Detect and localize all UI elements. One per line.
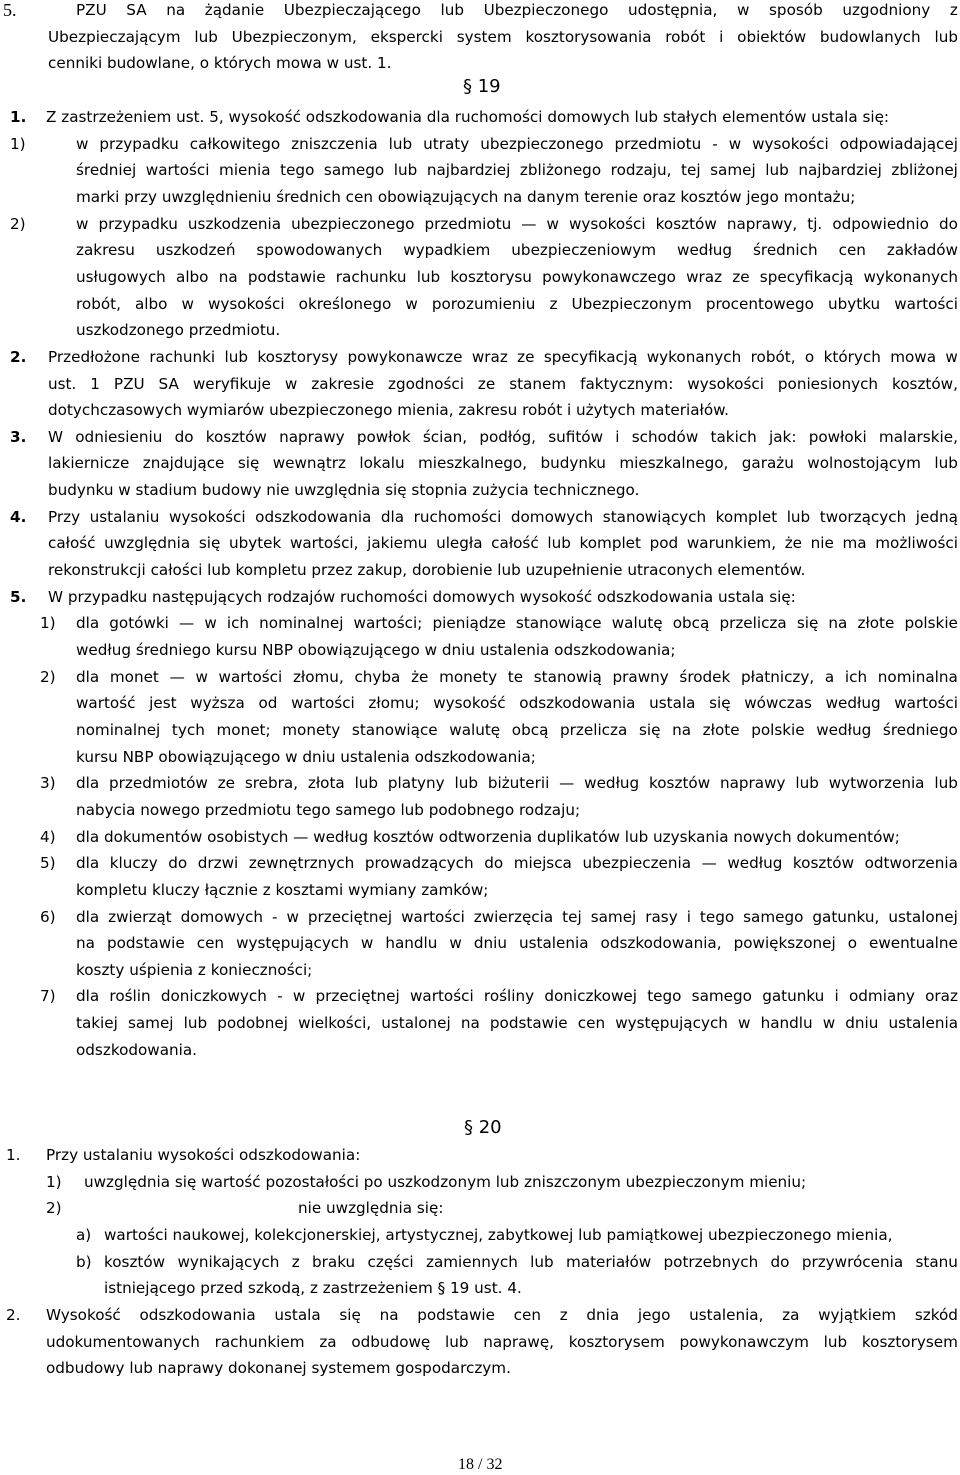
list-item-line: takiej samej lub podobnej wielkości, ustalonej na podstawie cen występujących w handlu w dniu ustalenia xyxy=(76,1014,958,1033)
list-item-line: dla przedmiotów ze srebra, złota lub platyny lub biżuterii — według kosztów naprawy lub wytworzenia lub xyxy=(76,774,958,793)
paragraph-number: 3. xyxy=(10,427,27,446)
list-item-line: kompletu kluczy łącznie z kosztami wymiany zamków; xyxy=(76,880,489,899)
list-number: 2) xyxy=(40,667,56,686)
list-letter: b) xyxy=(76,1252,92,1271)
paragraph-line: rekonstrukcji całości lub kompletu przez zakup, dorobienie lub uzupełnienie utraconych elementów. xyxy=(48,561,806,580)
list-item-line: kosztów wynikających z braku części zamiennych lub materiałów potrzebnych do przywrócenia stanu xyxy=(104,1252,958,1271)
list-item-line: dla monet — w wartości złomu, chyba że monety te stanowią prawny środek płatniczy, a ich nominalna xyxy=(76,667,958,686)
item-number: 5. xyxy=(3,0,17,20)
paragraph-line: PZU SA na żądanie Ubezpieczającego lub Ubezpieczonego udostępnia, w sposób uzgodniony z xyxy=(76,1,958,19)
paragraph-number: 1. xyxy=(6,1146,21,1164)
list-number: 1) xyxy=(46,1172,62,1191)
paragraph-number: 1. xyxy=(10,108,27,126)
list-item-line: dla gotówki — w ich nominalnej wartości; pieniądze stanowiące walutę obcą przelicza się na złote polskie xyxy=(76,614,958,633)
list-number: 3) xyxy=(40,774,56,793)
paragraph-line: Przy ustalaniu wysokości odszkodowania: xyxy=(46,1146,361,1164)
paragraph-line: budynku w stadium budowy nie uwzględnia się stopnia zużycia technicznego. xyxy=(48,481,640,500)
list-item-line: dla zwierząt domowych - w przeciętnej wartości zwierzęcia tej samej rasy i tego samego gatunku, ustalonej xyxy=(76,907,958,926)
list-item-line: odszkodowania. xyxy=(76,1040,198,1059)
paragraph-line: Przy ustalaniu wysokości odszkodowania dla ruchomości domowych stanowiących komplet lub tworzących jedną xyxy=(48,507,958,526)
list-item-line: uszkodzonego przedmiotu. xyxy=(76,321,281,340)
list-item-line: kursu NBP obowiązującego w dniu ustalenia odszkodowania; xyxy=(76,747,536,766)
list-item-line: średniej wartości mienia tego samego lub najbardziej zbliżonego rodzaju, tej samej lub najbardziej zbliżonej xyxy=(76,161,958,180)
paragraph-line: cenniki budowlane, o których mowa w ust. 1. xyxy=(48,54,392,73)
list-number: 2) xyxy=(10,214,26,233)
list-item-line: robót, albo w wysokości określonego w porozumieniu z Ubezpieczonym procentowego ubytku wartości xyxy=(76,294,958,313)
paragraph-line: odbudowy lub naprawy dokonanej systemem gospodarczym. xyxy=(46,1359,511,1378)
paragraph-line: Ubezpieczającym lub Ubezpieczonym, ekspercki system kosztorysowania robót i obiektów budowlanych lub xyxy=(48,27,958,46)
paragraph-line: W przypadku następujących rodzajów ruchomości domowych wysokość odszkodowania ustala się: xyxy=(48,587,796,606)
list-number: 5) xyxy=(40,854,56,873)
list-item-line: dla roślin doniczkowych - w przeciętnej wartości rośliny doniczkowej tego samego gatunku i odmiany oraz xyxy=(76,987,958,1006)
list-item-line: na podstawie cen występujących w handlu w dniu ustalenia odszkodowania, powiększonej o ewentualne xyxy=(76,934,958,953)
paragraph-number: 4. xyxy=(10,507,27,526)
list-item-line: koszty uśpienia z konieczności; xyxy=(76,960,313,979)
section-heading: § 19 xyxy=(463,76,501,97)
list-item-line: uwzględnia się wartość pozostałości po uszkodzonym lub zniszczonym ubezpieczonym mieniu; xyxy=(84,1172,807,1191)
page-number: 18 / 32 xyxy=(458,1456,503,1473)
paragraph-line: dotychczasowych wymiarów ubezpieczonego mienia, zakresu robót i użytych materiałów. xyxy=(48,401,729,420)
list-item-line: dla kluczy do drzwi zewnętrznych prowadzących do miejsca ubezpieczenia — według kosztów odtworzenia xyxy=(76,854,958,873)
list-item-line: według średniego kursu NBP obowiązującego w dniu ustalenia odszkodowania; xyxy=(76,641,676,659)
paragraph-line: ust. 1 PZU SA weryfikuje w zakresie zgodności ze stanem faktycznym: wysokości poniesionych kosztów, xyxy=(48,374,958,393)
paragraph-line: Przedłożone rachunki lub kosztorysy powykonawcze wraz ze specyfikacją wykonanych robót, o których mowa w xyxy=(48,347,958,366)
list-number: 6) xyxy=(40,907,56,926)
paragraph-number: 5. xyxy=(10,587,27,606)
paragraph-line: całość uwzględnia się ubytek wartości, jakiemu uległa całość lub komplet pod warunkiem, że nie ma możliwości xyxy=(48,534,958,553)
paragraph-line: Wysokość odszkodowania ustala się na podstawie cen z dnia jego ustalenia, za wyjątkiem szkód xyxy=(46,1305,958,1324)
list-item-line: istniejącego przed szkodą, z zastrzeżeniem § 19 ust. 4. xyxy=(104,1279,522,1298)
list-number: 2) xyxy=(46,1199,62,1218)
list-letter: a) xyxy=(76,1225,92,1244)
list-item-line: usługowych albo na podstawie rachunku lub kosztorysu powykonawczego wraz ze specyfikacją wykonanych xyxy=(76,267,958,286)
paragraph-line: lakiernicze znajdujące się wewnątrz lokalu mieszkalnego, budynku mieszkalnego, garażu wolnostojącym lub xyxy=(48,454,958,473)
paragraph-line: Z zastrzeżeniem ust. 5, wysokość odszkodowania dla ruchomości domowych lub stałych elementów ustala się: xyxy=(46,108,890,126)
list-item-line: nabycia nowego przedmiotu tego samego lub podobnego rodzaju; xyxy=(76,800,581,819)
list-item-line: nie uwzględnia się: xyxy=(298,1199,444,1218)
section-heading: § 20 xyxy=(464,1117,502,1138)
list-number: 4) xyxy=(40,827,56,846)
list-item-line: zakresu uszkodzeń spowodowanych wypadkiem ubezpieczeniowym według średnich cen zakładów xyxy=(76,241,958,260)
list-item-line: dla dokumentów osobistych — według kosztów odtworzenia duplikatów lub uzyskania nowych dokumentów; xyxy=(76,827,900,846)
list-item-line: marki przy uwzględnieniu średnich cen obowiązujących na danym terenie oraz kosztów jego montażu; xyxy=(76,187,856,206)
paragraph-line: W odniesieniu do kosztów naprawy powłok ścian, podłóg, sufitów i schodów takich jak: powłoki malarskie, xyxy=(48,427,958,446)
list-item-line: wartości naukowej, kolekcjonerskiej, artystycznej, zabytkowej lub pamiątkowej ubezpieczonego mienia, xyxy=(104,1225,893,1244)
list-item-line: wartość jest wyższa od wartości złomu; wysokość odszkodowania ustala się wówczas według wartości xyxy=(76,694,958,713)
paragraph-number: 2. xyxy=(10,347,27,366)
paragraph-number: 2. xyxy=(6,1305,21,1324)
list-item-line: w przypadku uszkodzenia ubezpieczonego przedmiotu — w wysokości kosztów naprawy, tj. odpowiednio do xyxy=(76,214,958,233)
list-number: 1) xyxy=(40,614,56,633)
list-number: 1) xyxy=(10,134,26,153)
paragraph-line: udokumentowanych rachunkiem za odbudowę lub naprawę, kosztorysem powykonawczym lub kosztorysem xyxy=(46,1332,958,1351)
list-item-line: w przypadku całkowitego zniszczenia lub utraty ubezpieczonego przedmiotu - w wysokości odpowiadającej xyxy=(76,134,958,153)
list-item-line: nominalnej tych monet; monety stanowiące walutę obcą przelicza się na złote polskie według średniego xyxy=(76,720,958,739)
list-number: 7) xyxy=(40,987,56,1006)
